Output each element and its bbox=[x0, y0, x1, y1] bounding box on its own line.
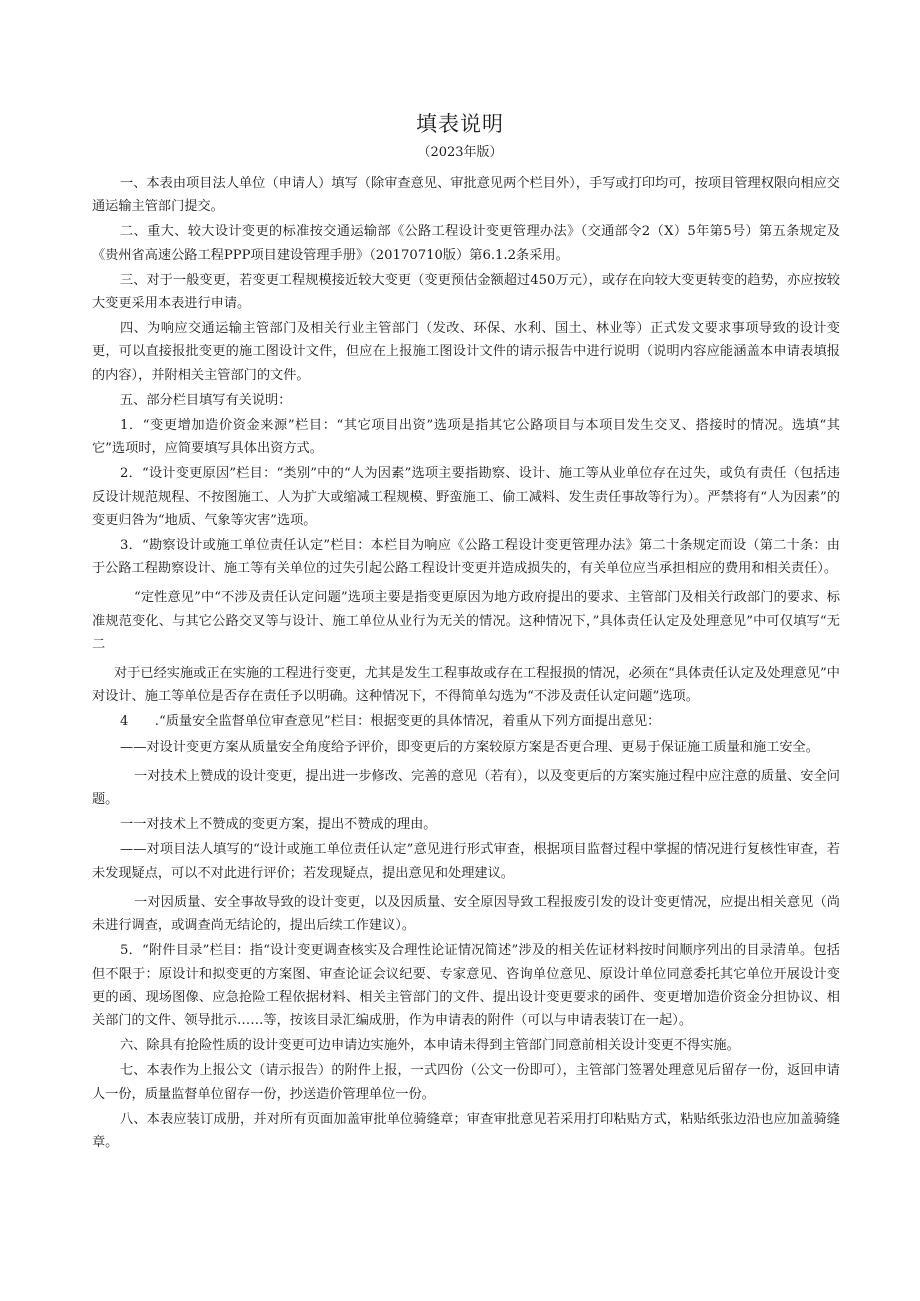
item-5-2: 2．“设计变更原因”栏目：“类别”中的“人为因素”选项主要指勘察、设计、施工等从业单位存在过失，或负有责任（包括违反设计规范规程、不按图施工、人为扩大或缩减工程规模、野蛮施工、偷工减料、发生责任事故等行为）。严禁将有“人为因素”的变更归咎为“地质、气象等灾害”选项。 bbox=[92, 466, 840, 528]
paragraph-3: 三、对于一般变更，若变更工程规模接近较大变更（变更预估金额超过450万元），或存在向较大变更转变的趋势，亦应按较大变更采用本表进行申请。 bbox=[92, 272, 840, 312]
page-subtitle: （2023年版） bbox=[417, 145, 503, 160]
item-5-5: 5．“附件目录”栏目：指“设计变更调查核实及合理性论证情况简述”涉及的相关佐证材料按时间顺序列出的目录清单。包括但不限于：原设计和拟变更的方案图、审查论证会议纪要、专家意见、咨询单位意见、原设计单位同意委托其它单位开展设计变更的函、现场图像、应急抢险工程依据材料、相关主管部门的文件、提出设计变更要求的函件、变更增加造价资金分担协议、相关部门的文件、领导批示……等，按该目录汇编成册，作为申请表的附件（可以与申请表装订在一起）。 bbox=[92, 943, 840, 1028]
item-5-1: 1．“变更增加造价资金来源”栏目：“其它项目出资”选项是指其它公路项目与本项目发生交叉、搭接时的情况。选填“其它”选项时，应简要填写具体出资方式。 bbox=[92, 418, 840, 457]
paragraph-4: 四、为响应交通运输主管部门及相关行业主管部门（发改、环保、水利、国土、林业等）正式发文要求事项导致的设计变更，可以直接报批变更的施工图设计文件，但应在上报施工图设计文件的请示报告中进行说明（说明内容应能涵盖本申请表填报的内容），并附相关主管部门的文件。 bbox=[92, 321, 840, 383]
item-5-4-dash-3: 一一对技术上不赞成的变更方案，提出不赞成的理由。 bbox=[120, 817, 437, 833]
paragraph-7: 七、本表作为上报公文（请示报告）的附件上报，一式四份（公文一份即可），主管部门签署处理意见后留存一份，返回申请人一份，质量监督单位留存一份，抄送造价管理单位一份。 bbox=[92, 1063, 840, 1102]
paragraph-6: 六、除具有抢险性质的设计变更可边申请边实施外，本申请未得到主管部门同意前相关设计变更不得实施。 bbox=[120, 1038, 740, 1054]
item-5-3-qualitative-opinion: “定性意见”中“不涉及责任认定问题”选项主要是指变更原因为地方政府提出的要求、主管部门及相关行政部门的要求、标准规范变化、与其它公路交叉等与设计、施工单位从业行为无关的情况。这种情况下，”具体责任认定及处理意见”中可仅填写“无二 bbox=[92, 590, 840, 652]
paragraph-2: 二、重大、较大设计变更的标准按交通运输部《公路工程设计变更管理办法》（交通部令2（X）5年第5号）第五条规定及《贵州省高速公路工程PPP项目建设管理手册》（20170710版）第6.1.2条采用。 bbox=[92, 224, 840, 263]
item-5-3: 3．“勘察设计或施工单位责任认定”栏目：本栏目为响应《公路工程设计变更管理办法》第二十条规定而设（第二十条：由于公路工程勘察设计、施工等有关单位的过失引起公路工程设计变更并造成损失的，有关单位应当承担相应的费用和相关责任）。 bbox=[92, 538, 840, 577]
item-5-4: 4 .“质量安全监督单位审查意见”栏目：根据变更的具体情况，着重从下列方面提出意见： bbox=[120, 714, 661, 730]
page-title: 填表说明 bbox=[416, 112, 504, 136]
paragraph-8: 八、本表应装订成册，并对所有页面加盖审批单位骑缝章；审查审批意见若采用打印粘贴方式，粘贴纸张边沿也应加盖骑缝章。 bbox=[92, 1111, 840, 1150]
paragraph-1: 一、本表由项目法人单位（申请人）填写（除审查意见、审批意见两个栏目外），手写或打印均可，按项目管理权限向相应交通运输主管部门提交。 bbox=[92, 176, 840, 215]
instructions-body bbox=[92, 172, 840, 1154]
item-5-4-dash-1: ——对设计变更方案从质量安全角度给予评价，即变更后的方案较原方案是否更合理、更易于保证施工质量和施工安全。 bbox=[120, 739, 819, 755]
item-5-4-dash-5: 一对因质量、安全事故导致的设计变更，以及因质量、安全原因导致工程报废引发的设计变更情况，应提出相关意见（尚未进行调查，或调查尚无结论的，提出后续工作建议）。 bbox=[92, 894, 840, 934]
item-5-4-dash-2: 一对技术上赞成的设计变更，提出进一步修改、完善的意见（若有），以及变更后的方案实施过程中应注意的质量、安全问题。 bbox=[92, 768, 840, 808]
paragraph-5-heading: 五、部分栏目填写有关说明： bbox=[120, 392, 292, 408]
item-5-4-dash-4: ——对项目法人填写的“设计或施工单位责任认定”意见进行形式审查，根据项目监督过程中掌握的情况进行复核性审查，若未发现疑点，可以不对此进行评价；若发现疑点，提出意见和处理建议。 bbox=[92, 842, 840, 881]
item-5-3-implemented-changes: 对于已经实施或正在实施的工程进行变更，尤其是发生工程事故或存在工程报损的情况，必须在“具体责任认定及处理意见”中对设计、施工等单位是否存在责任予以明确。这种情况下，不得简单勾选为“不涉及责任认定问题”选项。 bbox=[92, 666, 840, 705]
